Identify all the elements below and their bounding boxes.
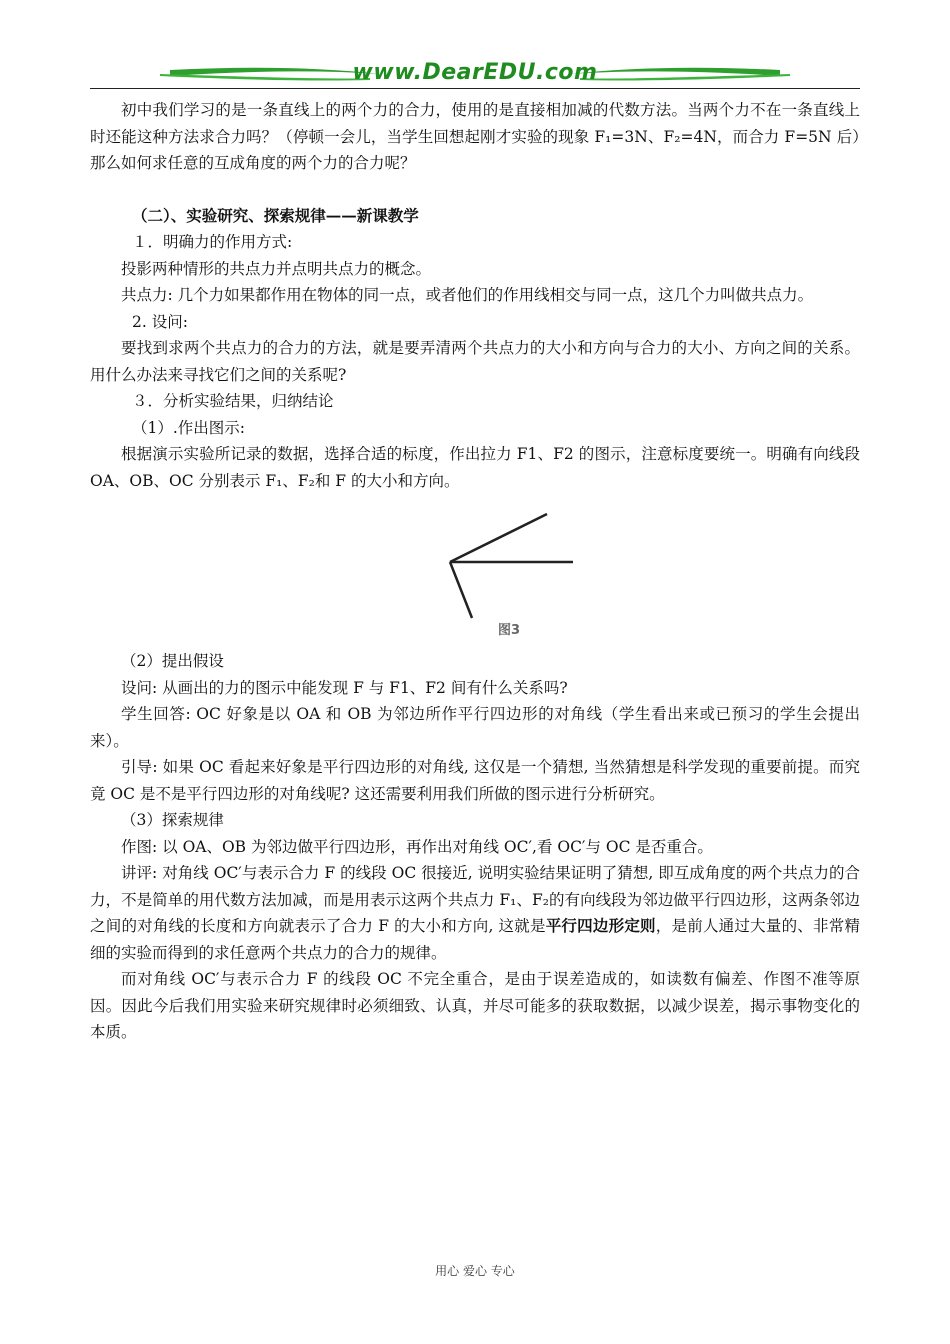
step-2-paragraph-3: 引导: 如果 OC 看起来好象是平行四边形的对角线, 这仅是一个猜想, 当然猜想是科学发现的重要前提。而究竟 OC 是不是平行四边形的对角线呢? 这还需要利用我们所做的图示进行分析研究。 (90, 758, 860, 803)
vector-ob (450, 562, 472, 618)
step-3-paragraph-1: 作图: 以 OA、OB 为邻边做平行四边形，再作出对角线 OC′,看 OC′与 OC 是否重合。 (121, 837, 713, 856)
subsection-1-paragraph-2: 共点力: 几个力如果都作用在物体的同一点，或者他们的作用线相交与同一点，这几个力叫做共点力。 (121, 286, 814, 304)
law-lead-text: 讲评: 对角线 OC′与表示合力 F 的线段 OC 很接近, 说明实验结果证明了猜想, 即互成角度的两个共点力的合力，不是简单的用代数方法加减，而是用表示这两个共点力 F₁、F₂的有向线段为邻边做平行四边形，这两条邻边之间的对角线的长度和方向就表示了合力 F 的大小和方向, 这就是 (90, 864, 860, 935)
step-1-title: （1）.作出图示: (132, 418, 246, 437)
parallelogram-law: 平行四边形定则 (545, 916, 656, 935)
force-diagram (90, 500, 860, 640)
step-3-title: （3）探索规律 (121, 811, 224, 829)
step-2-title: （2）提出假设 (121, 652, 224, 670)
step-2-paragraph-1: 设问: 从画出的力的图示中能发现 F 与 F1、F2 间有什么关系吗? (121, 678, 568, 697)
figure-caption: 图3 (498, 623, 521, 638)
intro-paragraph: 初中我们学习的是一条直线上的两个力的合力，使用的是直接相加减的代数方法。当两个力不在一条直线上时还能这种方法求合力吗？（停顿一会儿，当学生回想起刚才实验的现象 F₁=3N、F₂=4N，而合力 F=5N 后）那么如何求任意的互成角度的两个力的合力呢？ (90, 101, 860, 172)
section-heading: （二）、实验研究、探索规律——新课教学 (132, 205, 419, 225)
vector-oa (450, 514, 547, 562)
force-vectors-figure (90, 500, 860, 640)
law-tail-text: ，是前人通过大量的、非常精细的实验而得到的求任意两个共点力的合力的规律。 (90, 917, 860, 962)
step-1-paragraph: 根据演示实验所记录的数据，选择合适的标度，作出拉力 F1、F2 的图示，注意标度要统一。明确有向线段 OA、OB、OC 分别表示 F₁、F₂和 F 的大小和方向。 (90, 445, 860, 490)
subsection-3-title: ３．分析实验结果，归纳结论 (132, 392, 334, 410)
subsection-2-title: 2. 设问: (132, 312, 188, 331)
document-body (90, 97, 860, 1046)
step-3-paragraph-2 (90, 860, 860, 966)
subsection-2-paragraph: 要找到求两个共点力的合力的方法，就是要弄清两个共点力的大小和方向与合力的大小、方向之间的关系。用什么办法来寻找它们之间的关系呢? (90, 339, 860, 384)
step-2-paragraph-2: 学生回答: OC 好象是以 OA 和 OB 为邻边所作平行四边形的对角线（学生看出来或已预习的学生会提出来）。 (90, 705, 860, 750)
site-logo[interactable]: www.DearEDU.com (352, 60, 598, 85)
header-divider (90, 88, 860, 89)
step-3-paragraph-3: 而对角线 OC′与表示合力 F 的线段 OC 不完全重合，是由于误差造成的，如读数有偏差、作图不准等原因。因此今后我们用实验来研究规律时必须细致、认真，并尽可能多的获取数据，以减少误差，揭示事物变化的本质。 (90, 970, 860, 1041)
subsection-1-paragraph-1: 投影两种情形的共点力并点明共点力的概念。 (121, 259, 432, 278)
site-header (90, 58, 860, 92)
subsection-1-title: １．明确力的作用方式: (132, 233, 293, 251)
page-footer: 用心 爱心 专心 (435, 1264, 515, 1278)
